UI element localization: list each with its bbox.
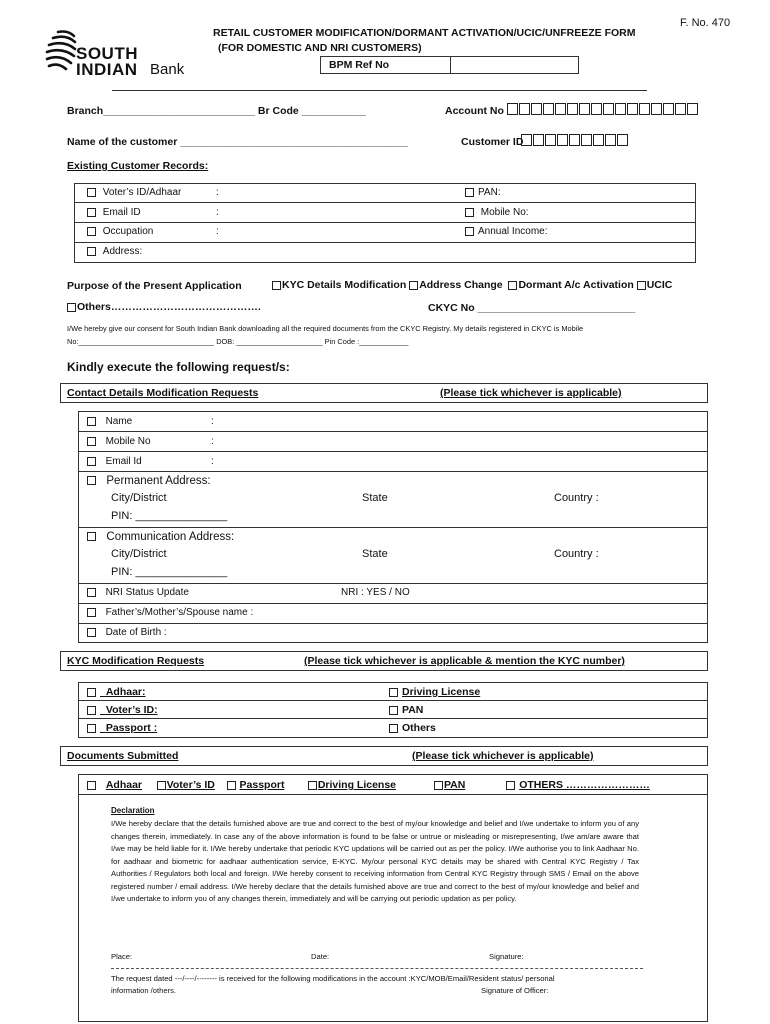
checkbox-icon[interactable] <box>87 706 96 715</box>
city-label: City/District <box>111 548 167 560</box>
docs-table <box>78 774 708 1022</box>
record-row[interactable]: Occupation <box>87 226 153 237</box>
checkbox-icon[interactable] <box>87 208 96 217</box>
docs-options[interactable]: Adhaar Voter’s ID Passport Driving License PAN OTHERS …………………… <box>87 779 650 791</box>
colon: : <box>211 416 214 427</box>
checkbox-icon[interactable] <box>87 476 96 485</box>
checkbox-icon[interactable] <box>87 227 96 236</box>
kyc-passport[interactable]: Passport : <box>87 722 157 734</box>
record-row[interactable]: PAN: <box>465 187 501 198</box>
kyc-table <box>78 682 708 738</box>
record-row[interactable]: Address: <box>87 246 142 257</box>
checkbox-icon[interactable] <box>87 247 96 256</box>
kyc-driving-license[interactable]: Driving License <box>389 686 480 698</box>
record-row[interactable]: Voter’s ID/Adhaar <box>87 187 181 198</box>
checkbox-icon[interactable] <box>389 688 398 697</box>
contact-name-row[interactable]: Name <box>87 416 132 427</box>
existing-records-heading: Existing Customer Records: <box>67 160 209 172</box>
kyc-pan[interactable]: PAN <box>389 704 423 716</box>
colon: : <box>211 436 214 447</box>
form-subtitle: (FOR DOMESTIC AND NRI CUSTOMERS) <box>218 42 422 54</box>
checkbox-icon[interactable] <box>67 303 76 312</box>
account-no-label: Account No <box>445 105 504 117</box>
checkbox-icon[interactable] <box>87 188 96 197</box>
docs-note: (Please tick whichever is applicable) <box>412 750 594 762</box>
footer-line-2: information /others. <box>111 986 176 995</box>
existing-records-table <box>74 183 696 263</box>
docs-heading: Documents Submitted <box>67 750 179 762</box>
checkbox-icon[interactable] <box>157 781 166 790</box>
checkbox-icon[interactable] <box>87 608 96 617</box>
checkbox-icon[interactable] <box>508 281 517 290</box>
colon: : <box>216 226 219 237</box>
checkbox-icon[interactable] <box>87 724 96 733</box>
checkbox-icon[interactable] <box>87 628 96 637</box>
checkbox-icon[interactable] <box>506 781 515 790</box>
customer-name-label: Name of the customer _______________________________________ <box>67 136 408 148</box>
account-no-boxes[interactable] <box>506 103 698 115</box>
checkbox-icon[interactable] <box>409 281 418 290</box>
state-label: State <box>362 492 388 504</box>
nri-status-row[interactable]: NRI Status Update <box>87 587 189 598</box>
city-label: City/District <box>111 492 167 504</box>
checkbox-icon[interactable] <box>308 781 317 790</box>
checkbox-icon[interactable] <box>465 188 474 197</box>
parent-name-row[interactable]: Father’s/Mother’s/Spouse name : <box>87 607 253 618</box>
checkbox-icon[interactable] <box>389 724 398 733</box>
checkbox-icon[interactable] <box>87 417 96 426</box>
docs-section-header <box>60 746 708 766</box>
purpose-label: Purpose of the Present Application <box>67 280 242 292</box>
declaration-heading: Declaration <box>111 806 155 815</box>
header-divider <box>112 90 647 91</box>
declaration-text: I/We hereby declare that the details furnished above are true and correct to the best of my/our knowledge and belief and I/we undertake to inform you of any changes therein, immediately. In case any of the above information is found to be false or untrue or misleading or misrepresenting, I/we am/are aware that I/we may be held liable for it. I/We hereby undertake that periodic KYC updations will be carried out as per the policy. I/We authorise you to link Aadhaar No. for aadhaar and biometric for aadhaar authentication service, E-KYC. My/our personal KYC details may be shared with Central KYC Registry / Tax Authorities / Regulators both local and foreign. I/We hereby consent to receiving information from Central KYC Registry through SMS / Email on the above registered number / email address. I/We hereby declare that the details furnished above are true and correct to the best of my/our knowledge and belief and I/we undertake to inform you of any changes therein, immediately and will be carrying out periodic updation as per policy. <box>111 819 639 903</box>
dob-row[interactable]: Date of Birth : <box>87 627 167 638</box>
place-label: Place: <box>111 952 133 961</box>
consent-line-2: No:_________________________________ DOB: _____________________ Pin Code :____________ <box>67 337 409 346</box>
consent-line-1: I/We hereby give our consent for South Indian Bank downloading all the required documents from the CKYC Registry. My details registered in CKYC is Mobile <box>67 324 584 333</box>
contact-section-header <box>60 383 708 403</box>
contact-note: (Please tick whichever is applicable) <box>440 387 622 399</box>
purpose-others[interactable]: Others……………………………………. <box>67 301 261 313</box>
record-row[interactable]: Mobile No: <box>465 207 529 218</box>
checkbox-icon[interactable] <box>227 781 236 790</box>
bpm-ref-label: BPM Ref No <box>329 59 390 71</box>
checkbox-icon[interactable] <box>465 227 474 236</box>
communication-address-row[interactable]: Communication Address: <box>87 531 234 543</box>
form-title: RETAIL CUSTOMER MODIFICATION/DORMANT ACTIVATION/UCIC/UNFREEZE FORM <box>213 27 636 39</box>
country-label: Country : <box>554 548 599 560</box>
colon: : <box>211 456 214 467</box>
checkbox-icon[interactable] <box>87 532 96 541</box>
signature-label: Signature: <box>489 952 524 961</box>
branch-label: Branch__________________________ Br Code ___________ <box>67 105 366 117</box>
state-label: State <box>362 548 388 560</box>
kyc-adhaar[interactable]: Adhaar: <box>87 686 146 698</box>
bank-name-line1: SOUTH <box>76 44 138 63</box>
bank-name-suffix: Bank <box>150 61 185 78</box>
bank-logo <box>44 28 204 78</box>
contact-mobile-row[interactable]: Mobile No <box>87 436 151 447</box>
checkbox-icon[interactable] <box>87 781 96 790</box>
checkbox-icon[interactable] <box>87 588 96 597</box>
ckyc-no-label: CKYC No ___________________________ <box>428 302 636 314</box>
officer-signature-label: Signature of Officer: <box>481 986 549 995</box>
purpose-options[interactable]: KYC Details Modification Address Change Dormant A/c Activation UCIC <box>272 279 672 291</box>
colon: : <box>216 187 219 198</box>
checkbox-icon[interactable] <box>465 208 474 217</box>
contact-email-row[interactable]: Email Id <box>87 456 142 467</box>
pin-label: PIN: _______________ <box>111 510 228 522</box>
bank-name-line2: INDIAN <box>76 60 138 79</box>
kyc-heading: KYC Modification Requests <box>67 655 205 667</box>
checkbox-icon[interactable] <box>389 706 398 715</box>
bank-emblem-icon <box>44 28 78 74</box>
checkbox-icon[interactable] <box>87 688 96 697</box>
checkbox-icon[interactable] <box>87 437 96 446</box>
checkbox-icon[interactable] <box>272 281 281 290</box>
customer-id-boxes[interactable] <box>520 134 628 146</box>
kyc-note: (Please tick whichever is applicable & mention the KYC number) <box>304 655 625 667</box>
kyc-section-header <box>60 651 708 671</box>
permanent-address-row[interactable]: Permanent Address: <box>87 475 211 487</box>
checkbox-icon[interactable] <box>434 781 443 790</box>
checkbox-icon[interactable] <box>637 281 646 290</box>
kyc-others[interactable]: Others <box>389 722 436 734</box>
request-heading: Kindly execute the following request/s: <box>67 360 290 374</box>
pin-label: PIN: _______________ <box>111 566 228 578</box>
record-row[interactable]: Annual Income: <box>465 226 548 237</box>
footer-line-1: The request dated ---/----/-------- is received for the following modifications in the account :KYC/MOB/Email/Resident status/ personal <box>111 974 555 983</box>
kyc-voters-id[interactable]: Voter’s ID: <box>87 704 158 716</box>
nri-value: NRI : YES / NO <box>341 587 410 598</box>
bpm-ref-box <box>320 56 579 74</box>
bpm-ref-field[interactable] <box>450 57 579 73</box>
colon: : <box>216 207 219 218</box>
customer-id-label: Customer ID <box>461 136 524 148</box>
country-label: Country : <box>554 492 599 504</box>
contact-heading: Contact Details Modification Requests <box>67 387 259 399</box>
record-row[interactable]: Email ID <box>87 207 141 218</box>
checkbox-icon[interactable] <box>87 457 96 466</box>
form-number: F. No. 470 <box>680 17 731 29</box>
date-label: Date: <box>311 952 330 961</box>
